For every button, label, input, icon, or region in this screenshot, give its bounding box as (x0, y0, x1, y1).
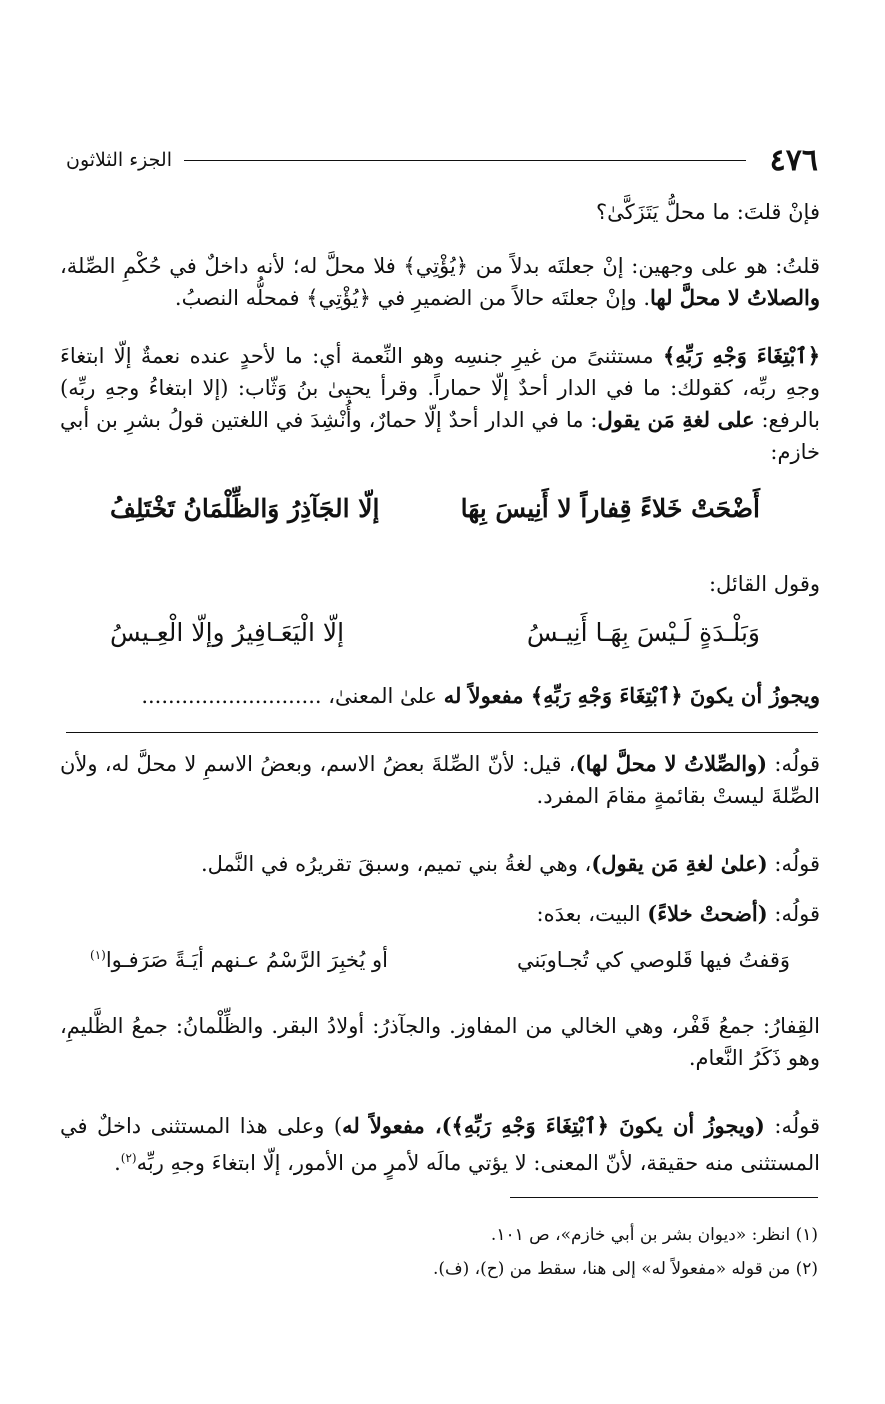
main-paragraph-4: ويجوزُ أن يكونَ ﴿ٱبْتِغَاءَ وَجْهِ رَبِّهِ﴾ مفعولاً له علىٰ المعنىٰ، ........................... (141, 683, 820, 708)
verse-3-hemistich-left: أو يُخبِرَ الرَّسْمُ عـنهم أيَـةً صَرَفـوا$^{(١)}$ (90, 948, 388, 972)
footnote-1: (١) انظر: «ديوان بشر بن أبي خازم»، ص ١٠١. (490, 1225, 818, 1245)
page-number: ٤٧٦ (769, 142, 818, 178)
commentary-3: قولُه: (أضحتْ خلاءً) البيت، بعدَه: (536, 901, 820, 926)
footnote-2: (٢) من قوله «مفعولاً له» إلى هنا، سقط من (ح)، (ف). (432, 1259, 818, 1279)
verse-3 (90, 948, 790, 972)
verse-1 (110, 494, 760, 523)
main-paragraph-1: قلتُ: هو على وجهين: إنْ جعلتَه بدلاً من ﴿يُؤْتِي﴾ فلا محلَّ له؛ لأنه داخلٌ في حُكْمِ الصِّلة، والصلاتُ لا محلَّ لها. وإنْ جعلتَه حالاً من الضميرِ في ﴿يُؤْتِي﴾ فمحلُّه النصبُ. (60, 254, 820, 310)
commentary-4: القِفارُ: جمعُ قَفْر، وهي الخالي من المفاوز. والجآذرُ: أولادُ البقر. والظِّلْمانُ: جمعُ الظَّليمِ، وهو ذَكَرُ النَّعام. (60, 1014, 820, 1070)
verse-2 (110, 618, 760, 647)
verse-2-hemistich-left: إلّا الْيَعَـافِيرُ وإلّا الْعِـيسُ (110, 618, 345, 647)
verse-2-hemistich-right: وَبَلْـدَةٍ لَـيْسَ بِهَـا أَنِيـسُ (526, 618, 760, 647)
running-title: الجزء الثلاثون (66, 149, 172, 171)
verse-1-hemistich-right: أَضْحَتْ خَلاءً قِفاراً لا أَنِيسَ بِهَا (460, 494, 760, 523)
main-question: فإنْ قلتَ: ما محلُّ يَتَزَكَّىٰ؟ (595, 200, 820, 224)
commentary-1: قولُه: (والصِّلاتُ لا محلَّ لها)، قيل: لأنّ الصِّلةَ بعضُ الاسم، وبعضُ الاسمِ لا محلَّ له، ولأن الصِّلةَ ليستْ بقائمةٍ مقامَ المفرد. (60, 751, 820, 808)
commentary-separator (66, 732, 818, 733)
commentary-5: قولُه: (ويجوزُ أن يكونَ ﴿ٱبْتِغَاءَ وَجْهِ رَبِّهِ﴾)، مفعولاً له) وعلى هذا المستثنى داخلٌ في المستثنى منه حقيقة، لأنّ المعنى: لا يؤتي مالَه لأمرٍ من الأمور، إلّا ابتغاءَ وجهِ ربِّه$^{(٢)}$. (60, 1113, 821, 1175)
commentary-2: قولُه: (علىٰ لغةِ مَن يقول)، وهي لغةُ بني تميم، وسبقَ تقريرُه في النَّمل. (200, 851, 820, 876)
footnote-ref-2: (٢) (120, 1151, 137, 1165)
running-header (66, 140, 818, 180)
header-rule (184, 160, 746, 161)
verse-3-hemistich-right: وَقفتُ فيها قَلوصي كي تُجـاوبَني (516, 948, 790, 972)
main-paragraph-3: وقول القائل: (708, 572, 820, 596)
footnote-ref-1: (١) (90, 948, 106, 962)
verse-1-hemistich-left: إلّا الجَآذِرُ وَالظِّلْمَانُ تَخْتَلِفُ (110, 494, 380, 523)
footnote-separator (510, 1197, 818, 1198)
main-paragraph-2: ﴿ٱبْتِغَاءَ وَجْهِ رَبِّهِ﴾ مستثنىً من غيرِ جنسِه وهو النِّعمة أي: ما لأحدٍ عنده نعمةٌ إلّا ابتغاءَ وجهِ ربِّه، كقولك: ما في الدار أحدٌ إلّا حماراً. وقرأ يحيىٰ بنُ وَثّاب: (إلا ابتغاءُ وجهِ ربِّه) بالرفع: على لغةِ مَن يقول: ما في الدار أحدٌ إلّا حمارٌ، وأُنْشِدَ في اللغتين قولُ بشرِ بن أبي خازم: (60, 343, 821, 464)
